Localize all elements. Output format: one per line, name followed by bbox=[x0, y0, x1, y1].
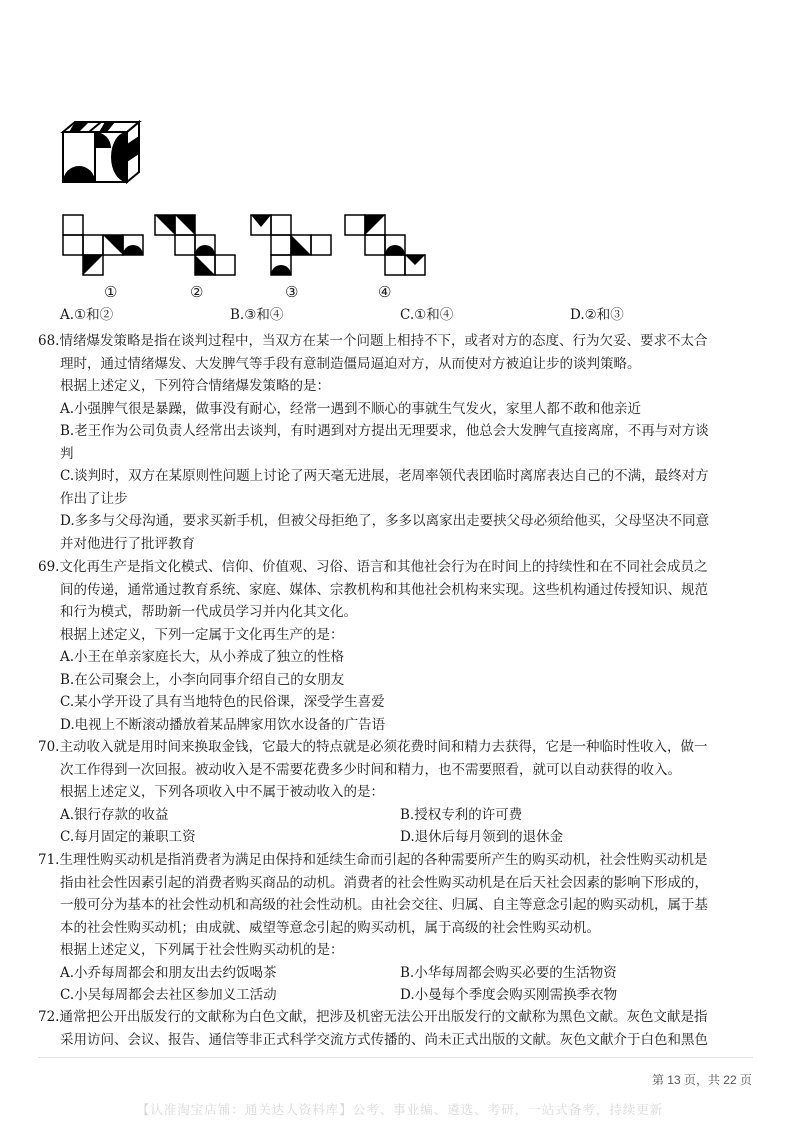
q68-option-c: C.谈判时，双方在某原则性问题上讨论了两天毫无进展，老周率领代表团临时离席表达自己的不满，最终对方 bbox=[60, 468, 709, 484]
q68-option-d: D.多多与父母沟通，要求买新手机，但被父母拒绝了，多多以离家出走要挟父母必须给他买，父母坚决不同意 bbox=[60, 513, 710, 529]
question-71 bbox=[38, 849, 748, 1007]
q68-option-a: A.小强脾气很是暴躁，做事没有耐心，经常一遇到不顺心的事就生气发火，家里人都不敢和他亲近 bbox=[60, 400, 642, 417]
q69-stem-3: 和行为模式，帮助新一代成员学习并内化其文化。 bbox=[60, 604, 357, 620]
question-72 bbox=[38, 1006, 748, 1051]
q70-prompt: 根据上述定义，下列各项收入中不属于被动收入的是： bbox=[60, 784, 384, 800]
q68-prompt: 根据上述定义，下列符合情绪爆发策略的是： bbox=[60, 378, 330, 394]
q71-stem-4: 本的社会性购买动机；由成就、威望等意念引起的购买动机，属于高级的社会性购买动机。 bbox=[60, 919, 600, 936]
q68-option-b-cont: 判 bbox=[60, 445, 74, 462]
q69-stem-2: 间的传递，通常通过教育系统、家庭、媒体、宗教机构和其他社会机构来实现。这些机构通过传授知识、规范 bbox=[60, 581, 708, 598]
q68-stem-2: 理时，通过情绪爆发、大发脾气等手段有意制造僵局逼迫对方，从而使对方被迫让步的谈判策略。 bbox=[60, 355, 641, 372]
q70-stem-1: 70.主动收入就是用时间来换取金钱，它最大的特点就是必须花费时间和精力去获得，它是一种临时性收入，做一 bbox=[38, 739, 708, 755]
q71-option-d: D.小曼每个季度会购买刚需换季衣物 bbox=[400, 987, 618, 1003]
q69-option-d: D.电视上不断滚动播放着某品牌家用饮水设备的广告语 bbox=[60, 716, 386, 733]
q69-option-a: A.小王在单亲家庭长大，从小养成了独立的性格 bbox=[60, 649, 345, 665]
q68-stem-1: 68.情绪爆发策略是指在谈判过程中，当双方在某一个问题上相持不下，或者对方的态度、行为欠妥、要求不太合 bbox=[38, 333, 708, 349]
q68-option-c-cont: 作出了让步 bbox=[60, 490, 128, 507]
q67-option-c: C.①和④ bbox=[400, 307, 454, 323]
q72-stem-2: 采用访问、会议、报告、通信等非正式科学交流方式传播的、尚未正式出版的文献。灰色文献介于白色和黑色 bbox=[60, 1031, 708, 1048]
q71-stem-1: 71.生理性购买动机是指消费者为满足由保持和延续生命而引起的各种需要所产生的购买动机，社会性购买动机是 bbox=[38, 852, 708, 868]
q72-stem-1: 72.通常把公开出版发行的文献称为白色文献，把涉及机密无法公开出版发行的文献称为黑色文献。灰色文献是指 bbox=[38, 1009, 708, 1025]
cube-figure bbox=[55, 118, 145, 188]
q71-stem-2: 指由社会性因素引起的消费者购买商品的动机。消费者的社会性购买动机是在后天社会因素的影响下形成的， bbox=[60, 874, 708, 891]
q70-stem-2: 次工作得到一次回报。被动收入是不需要花费多少时间和精力，也不需要照看，就可以自动获得的收入。 bbox=[60, 761, 681, 778]
q70-option-a: A.银行存款的收益 bbox=[60, 806, 169, 823]
q67-option-d: D.②和③ bbox=[570, 307, 624, 323]
q68-option-d-cont: 并对他进行了批评教育 bbox=[60, 535, 195, 552]
q69-option-c: C.某小学开设了具有当地特色的民俗课，深受学生喜爱 bbox=[60, 694, 385, 710]
question-68 bbox=[38, 330, 748, 555]
net-label-2: ② bbox=[190, 283, 204, 301]
q71-option-b: B.小华每周都会购买必要的生活物资 bbox=[400, 964, 617, 981]
q71-option-c: C.小吴每周都会去社区参加义工活动 bbox=[60, 987, 277, 1003]
footer-divider bbox=[38, 1057, 753, 1058]
q71-prompt: 根据上述定义，下列属于社会性购买动机的是： bbox=[60, 942, 344, 958]
q67-option-b: B.③和④ bbox=[230, 307, 284, 323]
net-label-3: ③ bbox=[285, 283, 299, 301]
q68-option-b: B.老王作为公司负责人经常出去谈判，有时遇到对方提出无理要求，他总会大发脾气直接离席，不再与对方谈 bbox=[60, 423, 709, 439]
net-label-4: ④ bbox=[378, 283, 392, 301]
question-69 bbox=[38, 556, 748, 736]
net-label-1: ① bbox=[104, 283, 118, 301]
q71-stem-3: 一般可分为基本的社会性动机和高级的社会性动机。由社会交往、归属、自主等意念引起的购买动机，属于基 bbox=[60, 897, 708, 913]
q70-option-c: C.每月固定的兼职工资 bbox=[60, 829, 196, 845]
q69-prompt: 根据上述定义，下列一定属于文化再生产的是： bbox=[60, 626, 344, 643]
q69-stem-1: 69.文化再生产是指文化模式、信仰、价值观、习俗、语言和其他社会行为在时间上的持续性和在不同社会成员之 bbox=[38, 559, 708, 575]
page-number: 第 13 页，共 22 页 bbox=[651, 1073, 752, 1087]
watermark: 【认准淘宝店铺：通关达人资料库】公考、事业编、遴选、考研，一站式备考，持续更新 bbox=[136, 1102, 664, 1117]
question-70 bbox=[38, 736, 748, 849]
q71-option-a: A.小乔每周都会和朋友出去约饭喝茶 bbox=[60, 964, 277, 981]
q67-option-a: A.①和② bbox=[60, 307, 114, 323]
q70-option-d: D.退休后每月领到的退休金 bbox=[400, 829, 564, 845]
q69-option-b: B.在公司聚会上，小李向同事介绍自己的女朋友 bbox=[60, 671, 345, 688]
q70-option-b: B.授权专利的许可费 bbox=[400, 806, 523, 823]
